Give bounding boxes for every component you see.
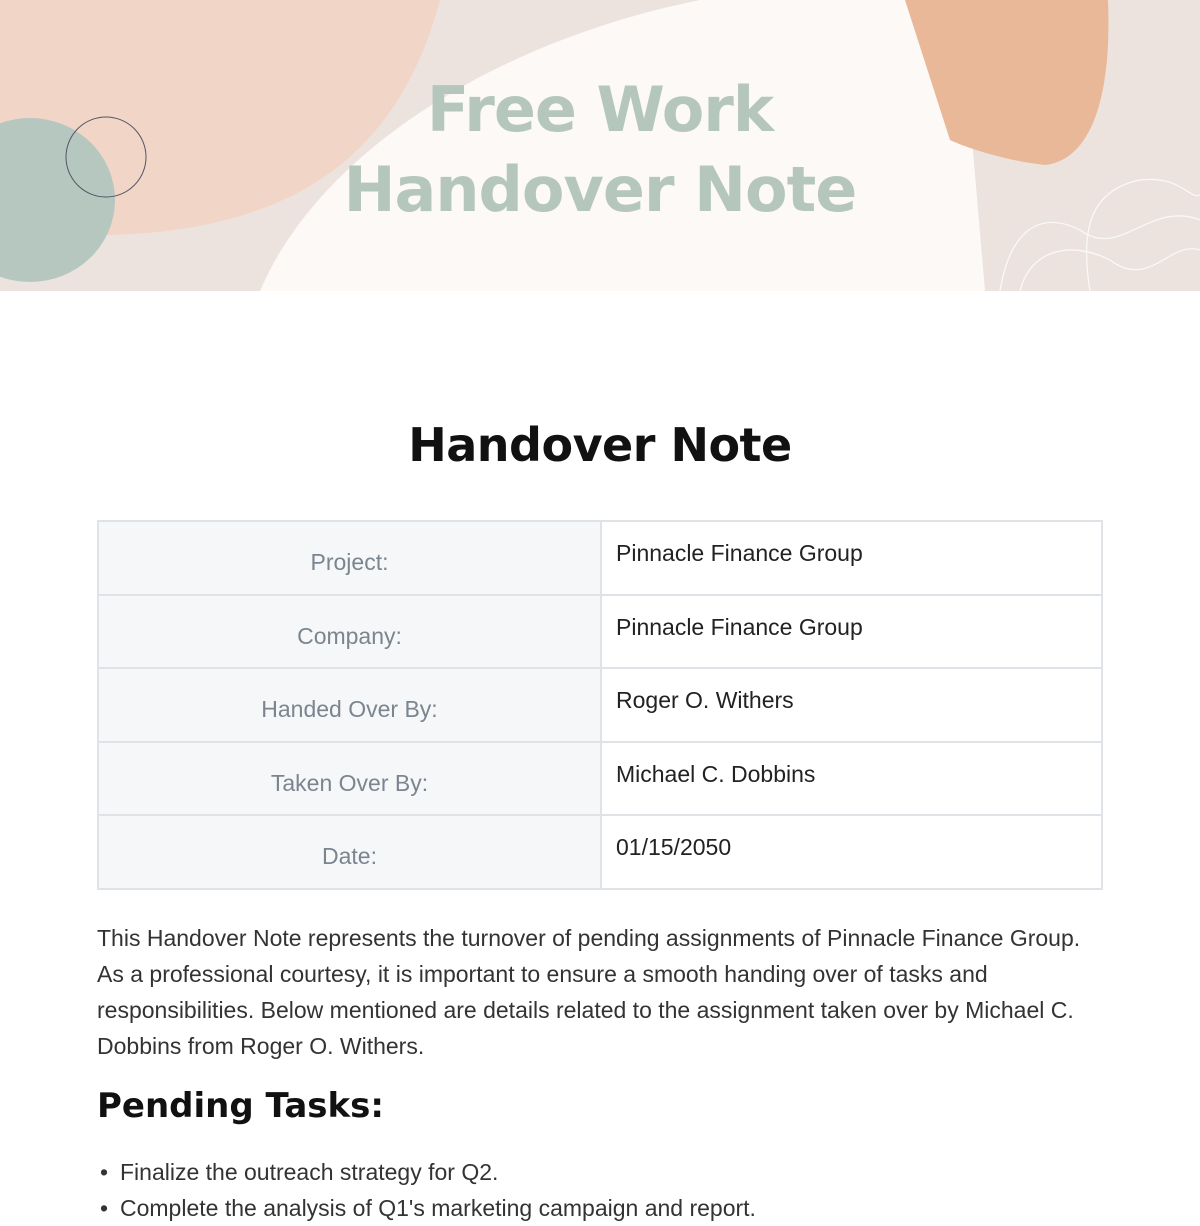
pending-tasks-list	[120, 1154, 756, 1226]
field-value: Michael C. Dobbins	[601, 742, 1102, 816]
pending-tasks-heading: Pending Tasks:	[97, 1086, 384, 1126]
field-label: Company:	[98, 595, 601, 669]
table-row	[98, 521, 1102, 595]
banner-title-line-1: Free Work	[426, 73, 774, 146]
banner-title	[0, 70, 1200, 230]
table-row	[98, 668, 1102, 742]
field-value: Pinnacle Finance Group	[601, 595, 1102, 669]
list-item: • Complete the analysis of Q1's marketing campaign and report.	[120, 1190, 756, 1226]
header-banner	[0, 0, 1200, 291]
field-label: Project:	[98, 521, 601, 595]
field-label: Taken Over By:	[98, 742, 601, 816]
field-label: Date:	[98, 815, 601, 889]
banner-title-line-2: Handover Note	[343, 153, 857, 226]
table-row	[98, 595, 1102, 669]
table-row	[98, 742, 1102, 816]
list-item: • Finalize the outreach strategy for Q2.	[120, 1154, 756, 1190]
field-label: Handed Over By:	[98, 668, 601, 742]
table-row	[98, 815, 1102, 889]
field-value: Pinnacle Finance Group	[601, 521, 1102, 595]
field-value: 01/15/2050	[601, 815, 1102, 889]
document-title: Handover Note	[408, 418, 792, 472]
intro-paragraph: This Handover Note represents the turnover of pending assignments of Pinnacle Finance Group. As a professional courtesy, it is important to ensure a smooth handing over of tasks and responsibilities. Below mentioned are details related to the assignment taken over by Michael C. Dobbins from Roger O. Withers.	[97, 925, 1081, 1059]
field-value: Roger O. Withers	[601, 668, 1102, 742]
details-table	[97, 520, 1103, 890]
